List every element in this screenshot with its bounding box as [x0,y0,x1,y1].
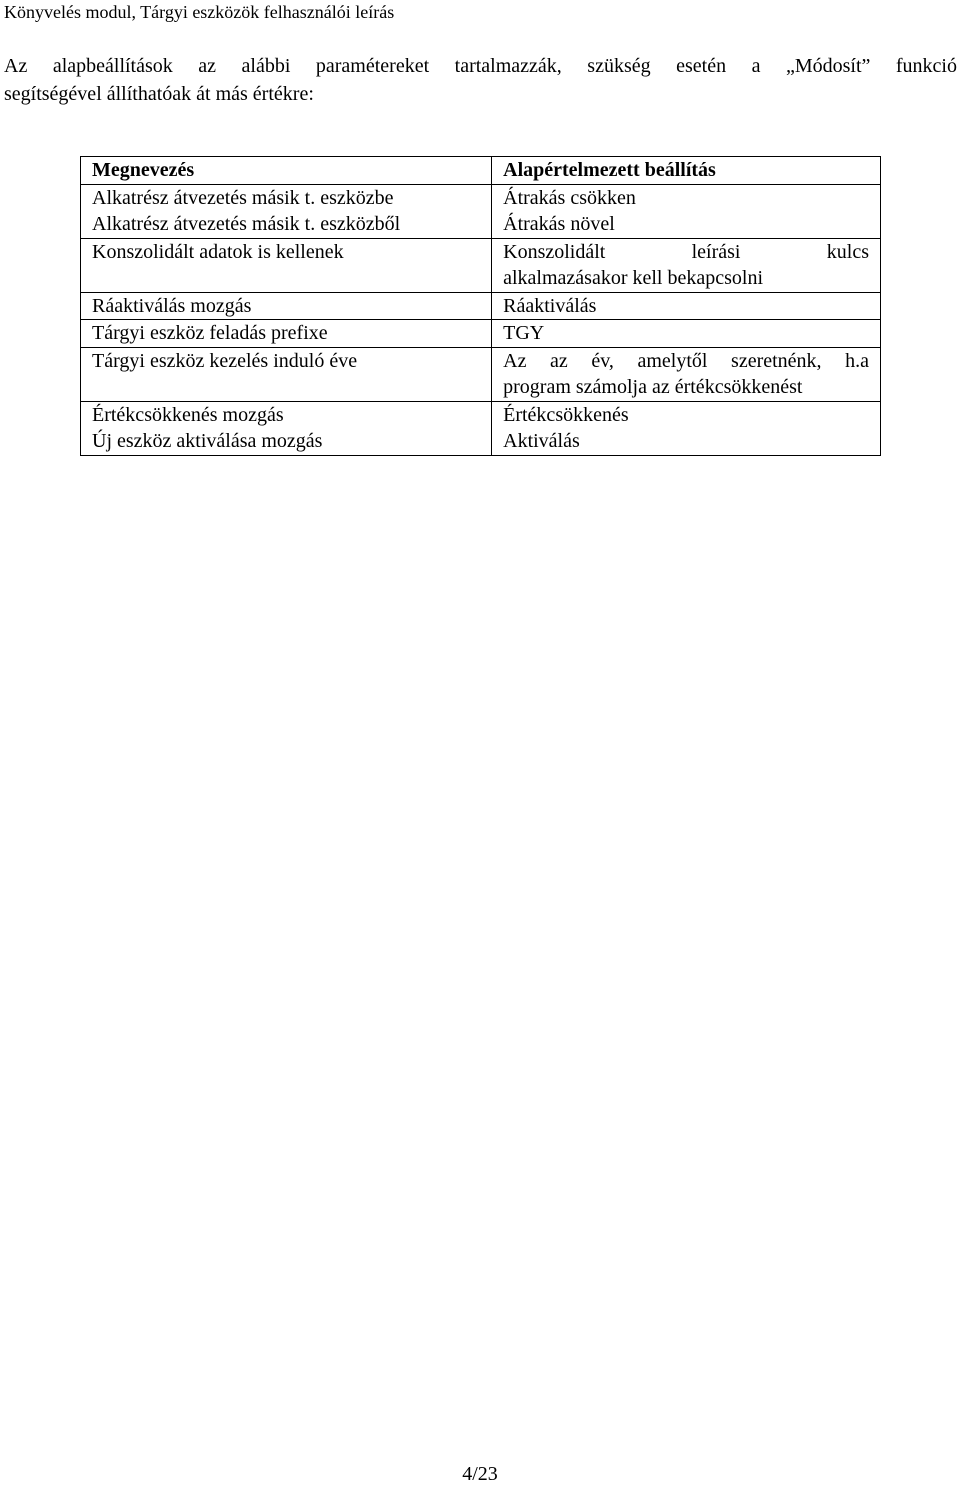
setting-name: Ráaktiválás mozgás [81,292,492,320]
table-row [81,292,881,320]
table-row [81,238,881,292]
column-header-name: Megnevezés [81,157,492,185]
column-header-default: Alapértelmezett beállítás [492,157,881,185]
table-row [81,401,881,428]
table-header-row [81,157,881,185]
running-header: Könyvelés modul, Tárgyi eszközök felhasználói leírás [4,2,395,22]
setting-name: Tárgyi eszköz kezelés induló éve [81,347,492,401]
table-row [81,428,881,455]
table-row [81,347,881,401]
setting-default: Aktiválás [492,428,881,455]
setting-default: Átrakás csökken [492,184,881,211]
setting-name: Konszolidált adatok is kellenek [81,238,492,292]
setting-default [492,238,881,292]
setting-default: Ráaktiválás [492,292,881,320]
setting-default: TGY [492,320,881,348]
intro-line-2: segítségével állíthatóak át más értékre: [4,83,314,105]
intro-line-1: Az alapbeállítások az alábbi paramétereket tartalmazzák, szükség esetén a „Módosít” funkció [4,55,957,77]
setting-default-line-2: program számolja az értékcsökkenést [503,376,803,398]
setting-default-line-1: Konszolidált leírási kulcs [503,240,869,263]
setting-name: Új eszköz aktiválása mozgás [81,428,492,455]
setting-name: Alkatrész átvezetés másik t. eszközbe [81,184,492,211]
setting-default: Értékcsökkenés [492,401,881,428]
page-number: 4/23 [462,1463,498,1485]
intro-paragraph [4,52,957,108]
default-settings-table [80,156,881,456]
setting-name: Értékcsökkenés mozgás [81,401,492,428]
setting-default-line-2: alkalmazásakor kell bekapcsolni [503,267,764,289]
setting-default [492,347,881,401]
table-row [81,320,881,348]
table-row [81,211,881,238]
setting-name: Alkatrész átvezetés másik t. eszközből [81,211,492,238]
table-row [81,184,881,211]
setting-name: Tárgyi eszköz feladás prefixe [81,320,492,348]
setting-default: Átrakás növel [492,211,881,238]
setting-default-line-1: Az az év, amelytől szeretnénk, h.a [503,349,869,372]
